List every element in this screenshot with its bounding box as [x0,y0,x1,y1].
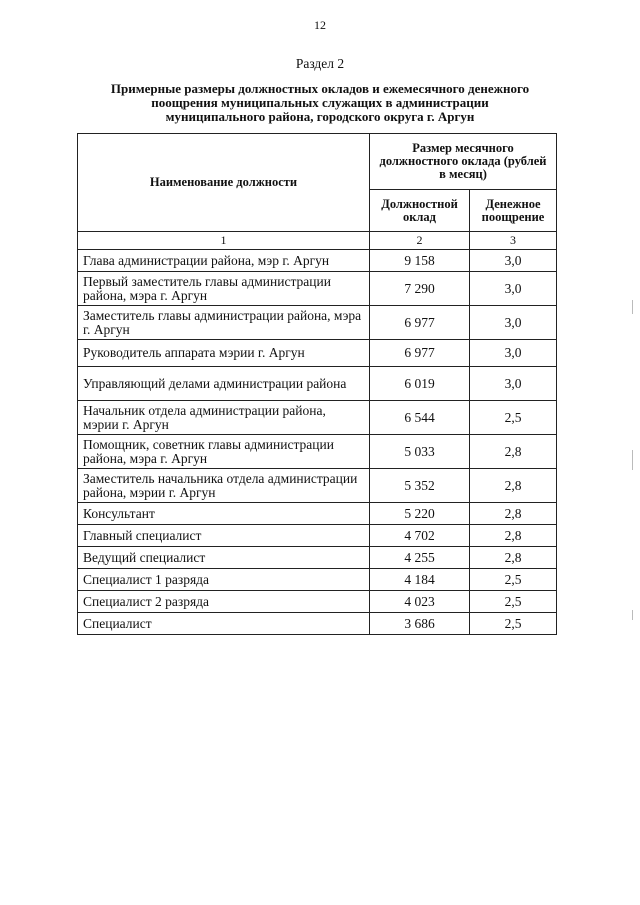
title-line-1: Примерные размеры должностных окладов и ежемесячного денежного [110,81,530,96]
bonus-cell: 3,0 [470,340,557,367]
salary-cell: 5 352 [370,469,470,503]
table-row [78,591,557,613]
salary-table [77,133,557,635]
position-cell: Управляющий делами администрации района [78,367,370,401]
bonus-cell: 2,5 [470,613,557,635]
position-cell: Начальник отдела администрации района, мэрии г. Аргун [78,401,370,435]
salary-cell: 6 019 [370,367,470,401]
table-row [78,272,557,306]
table-row [78,503,557,525]
section-label: Раздел 2 [295,56,345,71]
title-line-2: поощрения муниципальных служащих в администрации [151,95,489,110]
bonus-cell: 2,5 [470,591,557,613]
table-row [78,525,557,547]
table-row [78,469,557,503]
bonus-cell: 2,8 [470,547,557,569]
salary-cell: 6 977 [370,340,470,367]
table-row [78,306,557,340]
bonus-cell: 2,8 [470,503,557,525]
header-salary-group: Размер месячного должностного оклада (рублей в месяц) [370,134,557,190]
header-bonus: Денежное поощрение [470,190,557,232]
position-cell: Специалист 1 разряда [78,569,370,591]
position-cell: Специалист [78,613,370,635]
table-row [78,250,557,272]
table-row [78,401,557,435]
header-position: Наименование должности [78,134,370,232]
bonus-cell: 3,0 [470,306,557,340]
header-salary: Должностной оклад [370,190,470,232]
scan-margin-marks [632,0,634,905]
bonus-cell: 2,8 [470,525,557,547]
column-index-1: 1 [78,232,370,250]
bonus-cell: 2,5 [470,401,557,435]
scan-mark [632,450,633,470]
position-cell: Руководитель аппарата мэрии г. Аргун [78,340,370,367]
document-title [60,82,580,124]
page-number: 12 [314,18,326,32]
salary-cell: 4 255 [370,547,470,569]
salary-cell: 9 158 [370,250,470,272]
table-row [78,613,557,635]
column-index-3: 3 [470,232,557,250]
column-index-2: 2 [370,232,470,250]
position-cell: Консультант [78,503,370,525]
salary-cell: 4 184 [370,569,470,591]
salary-cell: 4 023 [370,591,470,613]
scan-mark [632,300,633,314]
position-cell: Глава администрации района, мэр г. Аргун [78,250,370,272]
bonus-cell: 3,0 [470,272,557,306]
bonus-cell: 3,0 [470,250,557,272]
scan-mark [632,610,633,620]
table-row [78,367,557,401]
position-cell: Первый заместитель главы администрации района, мэра г. Аргун [78,272,370,306]
bonus-cell: 2,5 [470,569,557,591]
salary-cell: 5 220 [370,503,470,525]
salary-cell: 6 977 [370,306,470,340]
position-cell: Заместитель начальника отдела администрации района, мэрии г. Аргун [78,469,370,503]
salary-cell: 4 702 [370,525,470,547]
table-row [78,340,557,367]
table-row [78,435,557,469]
position-cell: Ведущий специалист [78,547,370,569]
salary-cell: 6 544 [370,401,470,435]
salary-cell: 7 290 [370,272,470,306]
bonus-cell: 2,8 [470,435,557,469]
position-cell: Главный специалист [78,525,370,547]
bonus-cell: 2,8 [470,469,557,503]
position-cell: Специалист 2 разряда [78,591,370,613]
table-row [78,547,557,569]
salary-cell: 3 686 [370,613,470,635]
bonus-cell: 3,0 [470,367,557,401]
position-cell: Заместитель главы администрации района, мэра г. Аргун [78,306,370,340]
salary-cell: 5 033 [370,435,470,469]
table-row [78,569,557,591]
title-line-3: муниципального района, городского округа г. Аргун [165,109,475,124]
position-cell: Помощник, советник главы администрации района, мэра г. Аргун [78,435,370,469]
